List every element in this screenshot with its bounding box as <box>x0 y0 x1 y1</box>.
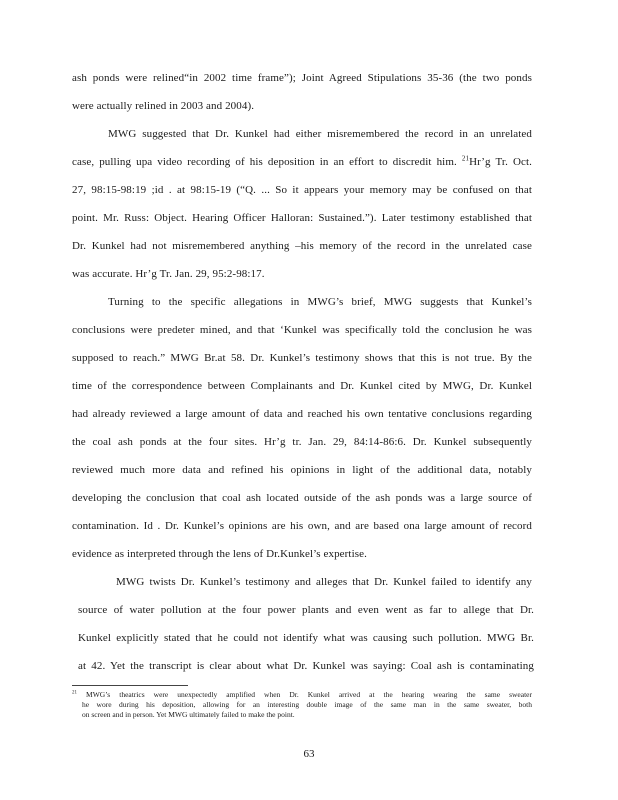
body-line-4-text: case, pulling upa video recording of his deposition in an effort to discredit him. <box>72 156 457 168</box>
body-line-3: MWG suggested that Dr. Kunkel had either misremembered the record in an unrelated <box>108 128 532 140</box>
footnote-line-1 <box>72 690 532 700</box>
body-line-6: point. Mr. Russ: Object. Hearing Officer Halloran: Sustained.”). Later testimony established that <box>72 212 532 224</box>
body-line-9: Turning to the specific allegations in MWG’s brief, MWG suggests that Kunkel’s <box>108 296 532 308</box>
body-line-16: developing the conclusion that coal ash located outside of the ash ponds was a large source of <box>72 492 532 504</box>
body-line-8: was accurate. Hr’g Tr. Jan. 29, 95:2-98:17. <box>72 268 265 280</box>
body-line-10: conclusions were predeter mined, and that ‘Kunkel was specifically told the conclusion he was <box>72 324 532 336</box>
body-line-20: source of water pollution at the four power plants and even went as far to allege that Dr. <box>78 604 534 616</box>
body-line-14: the coal ash ponds at the four sites. Hr’g tr. Jan. 29, 84:14-86:6. Dr. Kunkel subsequently <box>72 436 532 448</box>
footnote-reference: 21 <box>461 154 470 163</box>
body-line-19: MWG twists Dr. Kunkel’s testimony and alleges that Dr. Kunkel failed to identify any <box>116 576 532 588</box>
footnote-separator <box>72 685 188 686</box>
footnote-marker: 21 <box>72 690 77 696</box>
body-line-13: had already reviewed a large amount of data and reached his own tentative conclusions regarding <box>72 408 532 420</box>
page-number: 63 <box>303 748 315 760</box>
body-line-4 <box>72 155 532 169</box>
body-line-2: were actually relined in 2003 and 2004). <box>72 100 255 112</box>
footnote-line-2: he wore during his deposition, allowing for an interesting double image of the same man in the same sweater, both <box>82 700 532 709</box>
body-line-22: at 42. Yet the transcript is clear about what Dr. Kunkel was saying: Coal ash is contaminating <box>78 660 534 672</box>
body-line-1: ash ponds were relined“in 2002 time frame”); Joint Agreed Stipulations 35-36 (the two ponds <box>72 72 532 84</box>
body-line-12: time of the correspondence between Complainants and Dr. Kunkel cited by MWG, Dr. Kunkel <box>72 380 532 392</box>
body-line-18: evidence as interpreted through the lens of Dr.Kunkel’s expertise. <box>72 548 367 560</box>
body-line-15: reviewed much more data and refined his opinions in light of the additional data, notably <box>72 464 532 476</box>
footnote-line-1-text: MWG’s theatrics were unexpectedly amplified when Dr. Kunkel arrived at the hearing wearing the same sweater <box>86 690 532 699</box>
footnote-line-3: on screen and in person. Yet MWG ultimately failed to make the point. <box>82 710 295 719</box>
body-line-5: 27, 98:15-98:19 ;id . at 98:15-19 (“Q. ... So it appears your memory may be confused on that <box>72 184 532 196</box>
body-line-17: contamination. Id . Dr. Kunkel’s opinions are his own, and are based ona large amount of record <box>72 520 532 532</box>
body-line-21: Kunkel explicitly stated that he could not identify what was causing such pollution. MWG Br. <box>78 632 534 644</box>
body-line-7: Dr. Kunkel had not misremembered anything –his memory of the record in the unrelated case <box>72 240 532 252</box>
body-line-11: supposed to reach.” MWG Br.at 58. Dr. Kunkel’s testimony shows that this is not true. By the <box>72 352 532 364</box>
footnote-ref-tail: Hr’g Tr. Oct. <box>469 156 532 168</box>
